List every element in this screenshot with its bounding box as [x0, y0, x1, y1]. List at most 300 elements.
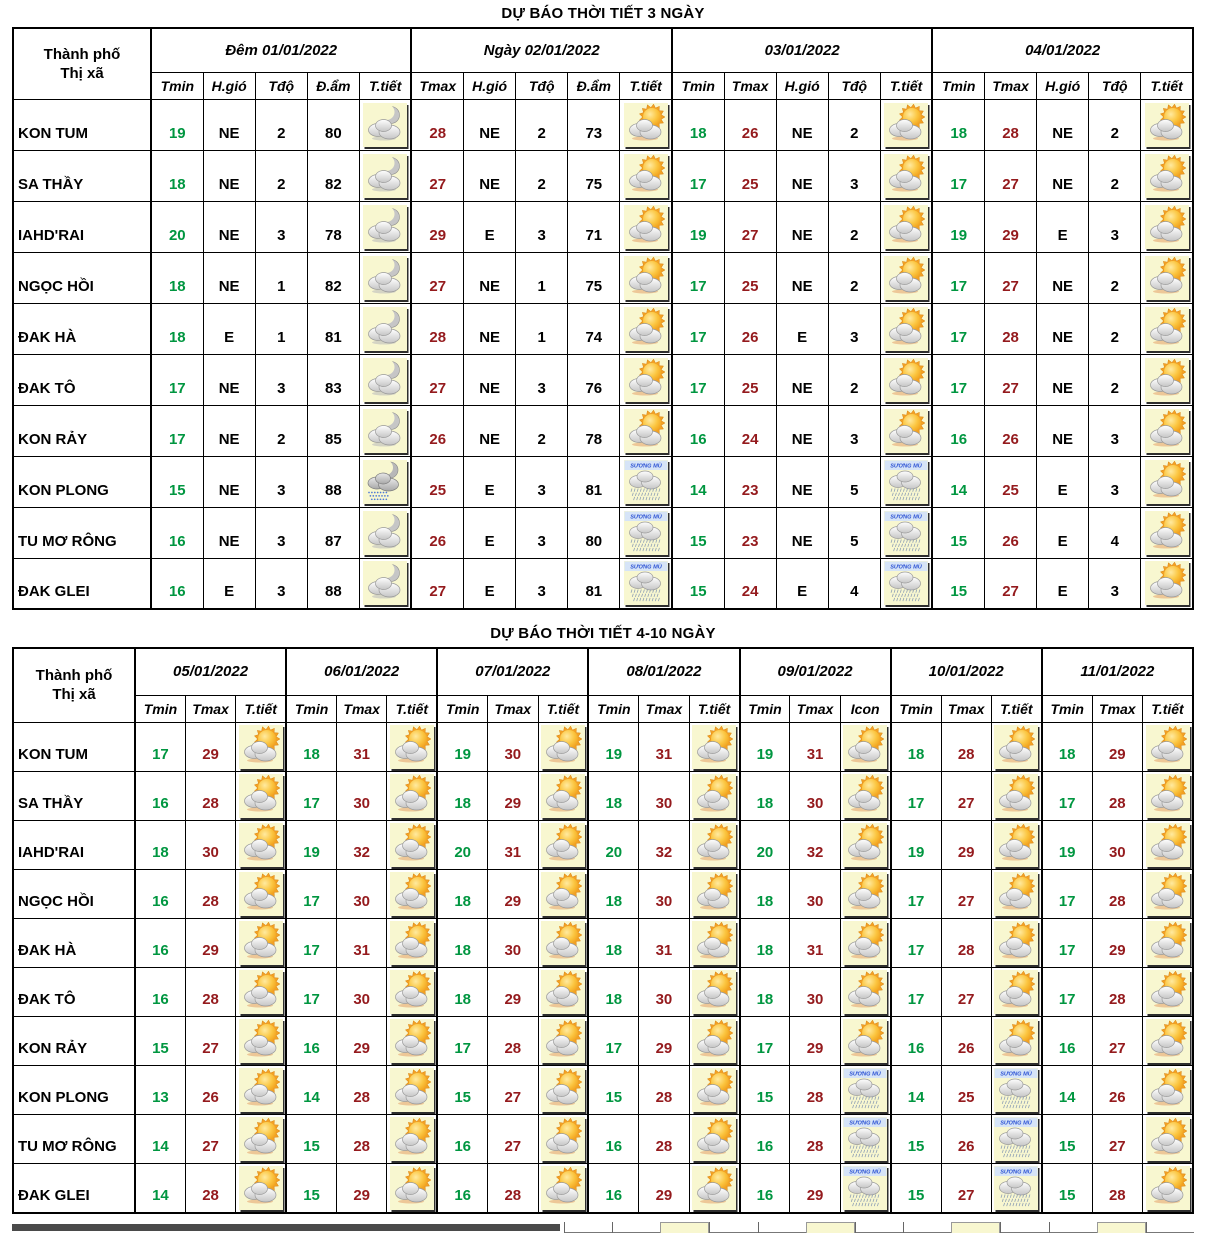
cutoff-cell — [1146, 1222, 1194, 1233]
tmax-value: 27 — [985, 150, 1037, 201]
sun-cloud-icon — [692, 921, 736, 965]
humidity-value: 81 — [568, 558, 620, 609]
wind-speed-value: 3 — [516, 507, 568, 558]
tmax-value: 28 — [1092, 1163, 1142, 1213]
tmin-value: 17 — [672, 150, 724, 201]
city-name: SA THẦY — [13, 150, 151, 201]
sun-cloud-icon — [239, 970, 283, 1014]
cutoff-cell — [806, 1222, 855, 1233]
sun-cloud-icon — [239, 725, 283, 769]
weather-icon-cell — [1141, 456, 1193, 507]
humidity-value: 81 — [307, 303, 359, 354]
weather-icon-cell — [538, 869, 588, 918]
wind-direction-value: E — [464, 507, 516, 558]
wind-direction-value: E — [1037, 558, 1089, 609]
sun-cloud-icon — [541, 921, 585, 965]
wind-direction-value: NE — [464, 99, 516, 150]
tmin-value: 18 — [588, 869, 638, 918]
sun-cloud-icon — [843, 921, 887, 965]
fog-icon — [884, 561, 928, 605]
tmax-value: 25 — [724, 252, 776, 303]
wind-direction-value: NE — [203, 201, 255, 252]
tmax-value: 28 — [790, 1114, 840, 1163]
sun-cloud-icon — [843, 1019, 887, 1063]
svg-text:SƯƠNG MÙ: SƯƠNG MÙ — [890, 564, 922, 571]
weather-icon-cell — [359, 405, 411, 456]
tmax-value: 26 — [185, 1065, 235, 1114]
tmin-value: 14 — [135, 1114, 185, 1163]
sun-cloud-icon — [624, 256, 668, 300]
wind-speed-value: 3 — [1089, 201, 1141, 252]
page-title-3day: DỰ BÁO THỜI TIẾT 3 NGÀY — [501, 5, 705, 22]
weather-icon-cell — [991, 869, 1041, 918]
tmin-value: 15 — [286, 1114, 336, 1163]
tmax-value: 28 — [941, 918, 991, 967]
humidity-value: 78 — [568, 405, 620, 456]
column-header: Tmin — [151, 72, 203, 99]
tmin-value: 17 — [286, 771, 336, 820]
wind-speed-value: 3 — [516, 456, 568, 507]
tmax-value: 28 — [1092, 967, 1142, 1016]
weather-icon-cell — [1143, 1065, 1194, 1114]
tmin-value: 18 — [588, 967, 638, 1016]
weather-icon-cell — [538, 820, 588, 869]
sun-cloud-icon — [884, 205, 928, 249]
tmax-value: 28 — [488, 1163, 538, 1213]
table-row — [13, 1065, 1193, 1114]
city-name: ĐAK HÀ — [13, 918, 135, 967]
tmax-value: 30 — [790, 771, 840, 820]
weather-icon-cell — [840, 820, 890, 869]
sun-cloud-icon — [541, 1117, 585, 1161]
column-header: T.tiết — [689, 695, 739, 722]
tmax-value: 27 — [985, 558, 1037, 609]
weather-icon-cell — [840, 722, 890, 771]
weather-icon-cell — [840, 1163, 890, 1213]
humidity-value: 75 — [568, 252, 620, 303]
tmin-value: 14 — [286, 1065, 336, 1114]
cutoff-cell — [1049, 1222, 1097, 1233]
tmin-value: 15 — [891, 1114, 941, 1163]
cutoff-cell — [758, 1222, 806, 1233]
sun-cloud-icon — [1146, 1019, 1190, 1063]
tmin-value: 19 — [437, 722, 487, 771]
weather-icon-cell — [1143, 967, 1194, 1016]
wind-direction-value: NE — [203, 150, 255, 201]
tmax-value: 30 — [639, 771, 689, 820]
wind-direction-value: E — [464, 558, 516, 609]
tmax-value: 31 — [790, 918, 840, 967]
tmin-value: 16 — [672, 405, 724, 456]
tmin-value: 15 — [932, 558, 984, 609]
cutoff-cell — [612, 1222, 660, 1233]
tmin-value: 17 — [932, 252, 984, 303]
column-header: T.tiết — [1143, 695, 1194, 722]
weather-icon-cell — [387, 1065, 437, 1114]
column-header: H.gió — [203, 72, 255, 99]
tmin-value: 19 — [740, 722, 790, 771]
column-header: Tđộ — [828, 72, 880, 99]
sun-cloud-icon — [1146, 1166, 1190, 1210]
tmin-value: 16 — [588, 1163, 638, 1213]
sun-cloud-icon — [843, 872, 887, 916]
sun-cloud-icon — [692, 823, 736, 867]
sun-cloud-icon — [692, 970, 736, 1014]
column-header: Đ.ẩm — [568, 72, 620, 99]
weather-icon-cell — [620, 354, 672, 405]
table-row — [13, 558, 1193, 609]
sun-cloud-icon — [390, 970, 434, 1014]
weather-icon-cell — [1141, 507, 1193, 558]
humidity-value: 76 — [568, 354, 620, 405]
wind-speed-value: 3 — [255, 354, 307, 405]
weather-icon-cell — [991, 1163, 1041, 1213]
sun-cloud-icon — [994, 774, 1038, 818]
tmin-value: 16 — [151, 507, 203, 558]
table-row — [13, 150, 1193, 201]
wind-direction-value: NE — [464, 405, 516, 456]
weather-icon-cell — [1141, 354, 1193, 405]
tmin-value: 19 — [932, 201, 984, 252]
weather-icon-cell — [538, 771, 588, 820]
weather-icon-cell — [840, 869, 890, 918]
tmax-value: 29 — [488, 967, 538, 1016]
sun-cloud-icon — [884, 307, 928, 351]
sun-cloud-icon — [1145, 256, 1189, 300]
tmin-value: 14 — [932, 456, 984, 507]
tmax-value: 31 — [639, 722, 689, 771]
tmax-value: 29 — [1092, 918, 1142, 967]
wind-direction-value: NE — [1037, 303, 1089, 354]
sun-cloud-icon — [884, 409, 928, 453]
tmin-value: 18 — [740, 967, 790, 1016]
wind-speed-value: 2 — [1089, 99, 1141, 150]
tmax-value: 30 — [1092, 820, 1142, 869]
wind-direction-value: NE — [203, 252, 255, 303]
tmin-value: 18 — [740, 918, 790, 967]
city-column-header: Thành phố Thị xã — [13, 28, 151, 99]
sun-cloud-icon — [994, 823, 1038, 867]
fog-icon — [843, 1068, 887, 1112]
tmin-value: 16 — [588, 1114, 638, 1163]
wind-direction-value: NE — [776, 456, 828, 507]
wind-speed-value: 4 — [1089, 507, 1141, 558]
weather-icon-cell — [840, 1114, 890, 1163]
tmin-value: 16 — [437, 1114, 487, 1163]
city-name: KON PLONG — [13, 456, 151, 507]
weather-icon-cell — [236, 722, 286, 771]
weather-icon-cell — [1143, 869, 1194, 918]
table-row — [13, 201, 1193, 252]
tmin-value: 15 — [286, 1163, 336, 1213]
wind-direction-value: E — [776, 558, 828, 609]
sun-cloud-icon — [541, 774, 585, 818]
moon-cloud-icon — [363, 409, 407, 453]
column-header: Tmax — [985, 72, 1037, 99]
tmin-value: 17 — [891, 869, 941, 918]
weather-icon-cell — [387, 1163, 437, 1213]
wind-speed-value: 2 — [828, 354, 880, 405]
wind-speed-value: 2 — [1089, 354, 1141, 405]
city-column-header: Thành phố Thị xã — [13, 648, 135, 722]
wind-speed-value: 1 — [516, 252, 568, 303]
weather-icon-cell — [991, 967, 1041, 1016]
wind-speed-value: 2 — [828, 252, 880, 303]
tmax-value: 28 — [1092, 771, 1142, 820]
sun-cloud-icon — [692, 872, 736, 916]
column-header: Tmin — [891, 695, 941, 722]
table-row — [13, 967, 1193, 1016]
tmin-value: 16 — [1042, 1016, 1092, 1065]
wind-direction-value: NE — [1037, 99, 1089, 150]
tmax-value: 31 — [488, 820, 538, 869]
wind-speed-value: 2 — [516, 99, 568, 150]
tmin-value: 17 — [1042, 967, 1092, 1016]
fog-icon — [624, 511, 668, 555]
sun-cloud-icon — [1145, 511, 1189, 555]
weather-icon-cell — [538, 722, 588, 771]
table-row — [13, 1163, 1193, 1213]
wind-direction-value: NE — [203, 507, 255, 558]
sun-cloud-icon — [692, 1019, 736, 1063]
column-header: Tmax — [185, 695, 235, 722]
wind-speed-value: 3 — [255, 558, 307, 609]
column-header: T.tiết — [538, 695, 588, 722]
wind-direction-value: E — [464, 201, 516, 252]
humidity-value: 88 — [307, 558, 359, 609]
tmax-value: 26 — [985, 507, 1037, 558]
wind-speed-value: 2 — [828, 201, 880, 252]
wind-speed-value: 5 — [828, 456, 880, 507]
sun-cloud-icon — [1146, 872, 1190, 916]
sun-cloud-icon — [884, 256, 928, 300]
tmin-value: 16 — [135, 967, 185, 1016]
tmin-value: 18 — [588, 771, 638, 820]
wind-direction-value: NE — [776, 405, 828, 456]
tmax-value: 27 — [941, 1163, 991, 1213]
weather-icon-cell — [991, 722, 1041, 771]
table-row — [13, 820, 1193, 869]
city-name: KON TUM — [13, 722, 135, 771]
wind-direction-value: E — [203, 303, 255, 354]
wind-direction-value: E — [776, 303, 828, 354]
sun-cloud-icon — [843, 823, 887, 867]
weather-icon-cell — [689, 1163, 739, 1213]
sun-cloud-icon — [239, 1166, 283, 1210]
sun-cloud-icon — [541, 725, 585, 769]
wind-direction-value: NE — [464, 150, 516, 201]
weather-icon-cell — [620, 252, 672, 303]
sun-cloud-icon — [390, 921, 434, 965]
tmin-value: 18 — [932, 99, 984, 150]
tmax-value: 28 — [639, 1114, 689, 1163]
sun-cloud-icon — [239, 872, 283, 916]
weather-icon-cell — [236, 967, 286, 1016]
cutoff-cell — [709, 1222, 757, 1233]
sun-cloud-icon — [994, 1019, 1038, 1063]
wind-direction-value: NE — [1037, 150, 1089, 201]
tmin-value: 16 — [740, 1163, 790, 1213]
tmax-value: 29 — [985, 201, 1037, 252]
date-group-header: 11/01/2022 — [1042, 648, 1193, 695]
table-row — [13, 1114, 1193, 1163]
wind-direction-value: E — [1037, 507, 1089, 558]
sun-cloud-icon — [843, 725, 887, 769]
city-name: ĐAK GLEI — [13, 558, 151, 609]
tmax-value: 23 — [724, 456, 776, 507]
weather-icon-cell — [538, 1163, 588, 1213]
tmin-value: 17 — [891, 918, 941, 967]
sun-cloud-icon — [624, 409, 668, 453]
tmax-value: 28 — [185, 967, 235, 1016]
column-header: T.tiết — [880, 72, 932, 99]
weather-icon-cell — [1143, 1114, 1194, 1163]
sun-cloud-icon — [624, 154, 668, 198]
weather-icon-cell — [840, 918, 890, 967]
tmax-value: 28 — [985, 99, 1037, 150]
weather-icon-cell — [236, 1163, 286, 1213]
tmin-value: 16 — [135, 869, 185, 918]
sun-cloud-icon — [390, 725, 434, 769]
wind-direction-value: E — [464, 456, 516, 507]
weather-icon-cell — [1141, 405, 1193, 456]
humidity-value: 82 — [307, 252, 359, 303]
tmax-value: 26 — [1092, 1065, 1142, 1114]
sun-cloud-icon — [390, 1019, 434, 1063]
tmax-value: 27 — [185, 1016, 235, 1065]
weather-icon-cell — [236, 771, 286, 820]
wind-speed-value: 2 — [255, 150, 307, 201]
date-group-header: Đêm 01/01/2022 — [151, 28, 411, 72]
wind-speed-value: 2 — [255, 405, 307, 456]
tmax-value: 30 — [337, 967, 387, 1016]
sun-cloud-icon — [390, 823, 434, 867]
tmax-value: 25 — [724, 150, 776, 201]
sun-cloud-icon — [1145, 409, 1189, 453]
tmin-value: 14 — [135, 1163, 185, 1213]
wind-speed-value: 3 — [255, 507, 307, 558]
rain-moon-icon — [363, 460, 407, 504]
sun-cloud-icon — [884, 103, 928, 147]
column-header: Tmax — [724, 72, 776, 99]
svg-text:SƯƠNG MÙ: SƯƠNG MÙ — [849, 1120, 881, 1127]
humidity-value: 80 — [307, 99, 359, 150]
wind-speed-value: 2 — [1089, 150, 1141, 201]
wind-direction-value: NE — [464, 303, 516, 354]
sun-cloud-icon — [239, 1019, 283, 1063]
sun-cloud-icon — [390, 774, 434, 818]
moon-cloud-icon — [363, 205, 407, 249]
date-group-header: 09/01/2022 — [740, 648, 891, 695]
wind-speed-value: 2 — [516, 405, 568, 456]
svg-text:SƯƠNG MÙ: SƯƠNG MÙ — [629, 564, 662, 571]
wind-speed-value: 1 — [516, 303, 568, 354]
humidity-value: 88 — [307, 456, 359, 507]
fog-icon — [624, 460, 668, 504]
tmax-value: 24 — [724, 558, 776, 609]
column-header: Tmax — [488, 695, 538, 722]
column-header: T.tiết — [620, 72, 672, 99]
tmax-value: 30 — [790, 967, 840, 1016]
column-header: Icon — [840, 695, 890, 722]
wind-speed-value: 3 — [255, 456, 307, 507]
wind-direction-value: E — [1037, 201, 1089, 252]
sun-cloud-icon — [1146, 970, 1190, 1014]
column-header: Tmax — [411, 72, 463, 99]
fog-icon — [624, 561, 668, 605]
weather-icon-cell — [1141, 303, 1193, 354]
date-group-header: 07/01/2022 — [437, 648, 588, 695]
column-header: Tmax — [790, 695, 840, 722]
moon-cloud-icon — [363, 561, 407, 605]
column-header: Tmax — [941, 695, 991, 722]
wind-direction-value: NE — [776, 201, 828, 252]
tmax-value: 29 — [790, 1016, 840, 1065]
weather-icon-cell — [387, 820, 437, 869]
wind-speed-value: 1 — [255, 252, 307, 303]
tmin-value: 19 — [672, 201, 724, 252]
column-header: Tđộ — [1089, 72, 1141, 99]
sun-cloud-icon — [1146, 1068, 1190, 1112]
weather-icon-cell — [689, 967, 739, 1016]
tmin-value: 19 — [286, 820, 336, 869]
wind-speed-value: 3 — [516, 201, 568, 252]
weather-icon-cell — [1143, 820, 1194, 869]
svg-text:SƯƠNG MÙ: SƯƠNG MÙ — [890, 463, 922, 470]
tmax-value: 31 — [790, 722, 840, 771]
sun-cloud-icon — [541, 1166, 585, 1210]
tmax-value: 23 — [724, 507, 776, 558]
column-header: T.tiết — [387, 695, 437, 722]
tmin-value: 17 — [286, 918, 336, 967]
wind-direction-value: NE — [464, 354, 516, 405]
sun-cloud-icon — [390, 872, 434, 916]
weather-icon-cell — [880, 354, 932, 405]
weather-icon-cell — [359, 150, 411, 201]
wind-direction-value: NE — [203, 456, 255, 507]
weather-icon-cell — [387, 869, 437, 918]
column-header: Đ.ẩm — [307, 72, 359, 99]
weather-icon-cell — [359, 507, 411, 558]
weather-icon-cell — [991, 1016, 1041, 1065]
tmin-value: 16 — [135, 918, 185, 967]
humidity-value: 80 — [568, 507, 620, 558]
weather-icon-cell — [840, 967, 890, 1016]
sun-cloud-icon — [994, 725, 1038, 769]
tmax-value: 27 — [488, 1114, 538, 1163]
weather-icon-cell — [538, 967, 588, 1016]
tmax-value: 25 — [985, 456, 1037, 507]
column-header: H.gió — [1037, 72, 1089, 99]
tmax-value: 30 — [488, 722, 538, 771]
tmin-value: 18 — [672, 99, 724, 150]
weather-icon-cell — [991, 1065, 1041, 1114]
table-row — [13, 1016, 1193, 1065]
forecast-page — [12, 0, 1194, 1233]
wind-speed-value: 3 — [516, 558, 568, 609]
city-name: KON RẢY — [13, 405, 151, 456]
table-row — [13, 771, 1193, 820]
tmin-value: 15 — [588, 1065, 638, 1114]
column-header: Tđộ — [516, 72, 568, 99]
table-row — [13, 99, 1193, 150]
sun-cloud-icon — [624, 358, 668, 402]
tmin-value: 15 — [672, 507, 724, 558]
weather-icon-cell — [1143, 722, 1194, 771]
tmin-value: 16 — [286, 1016, 336, 1065]
weather-icon-cell — [620, 303, 672, 354]
wind-speed-value: 3 — [828, 303, 880, 354]
